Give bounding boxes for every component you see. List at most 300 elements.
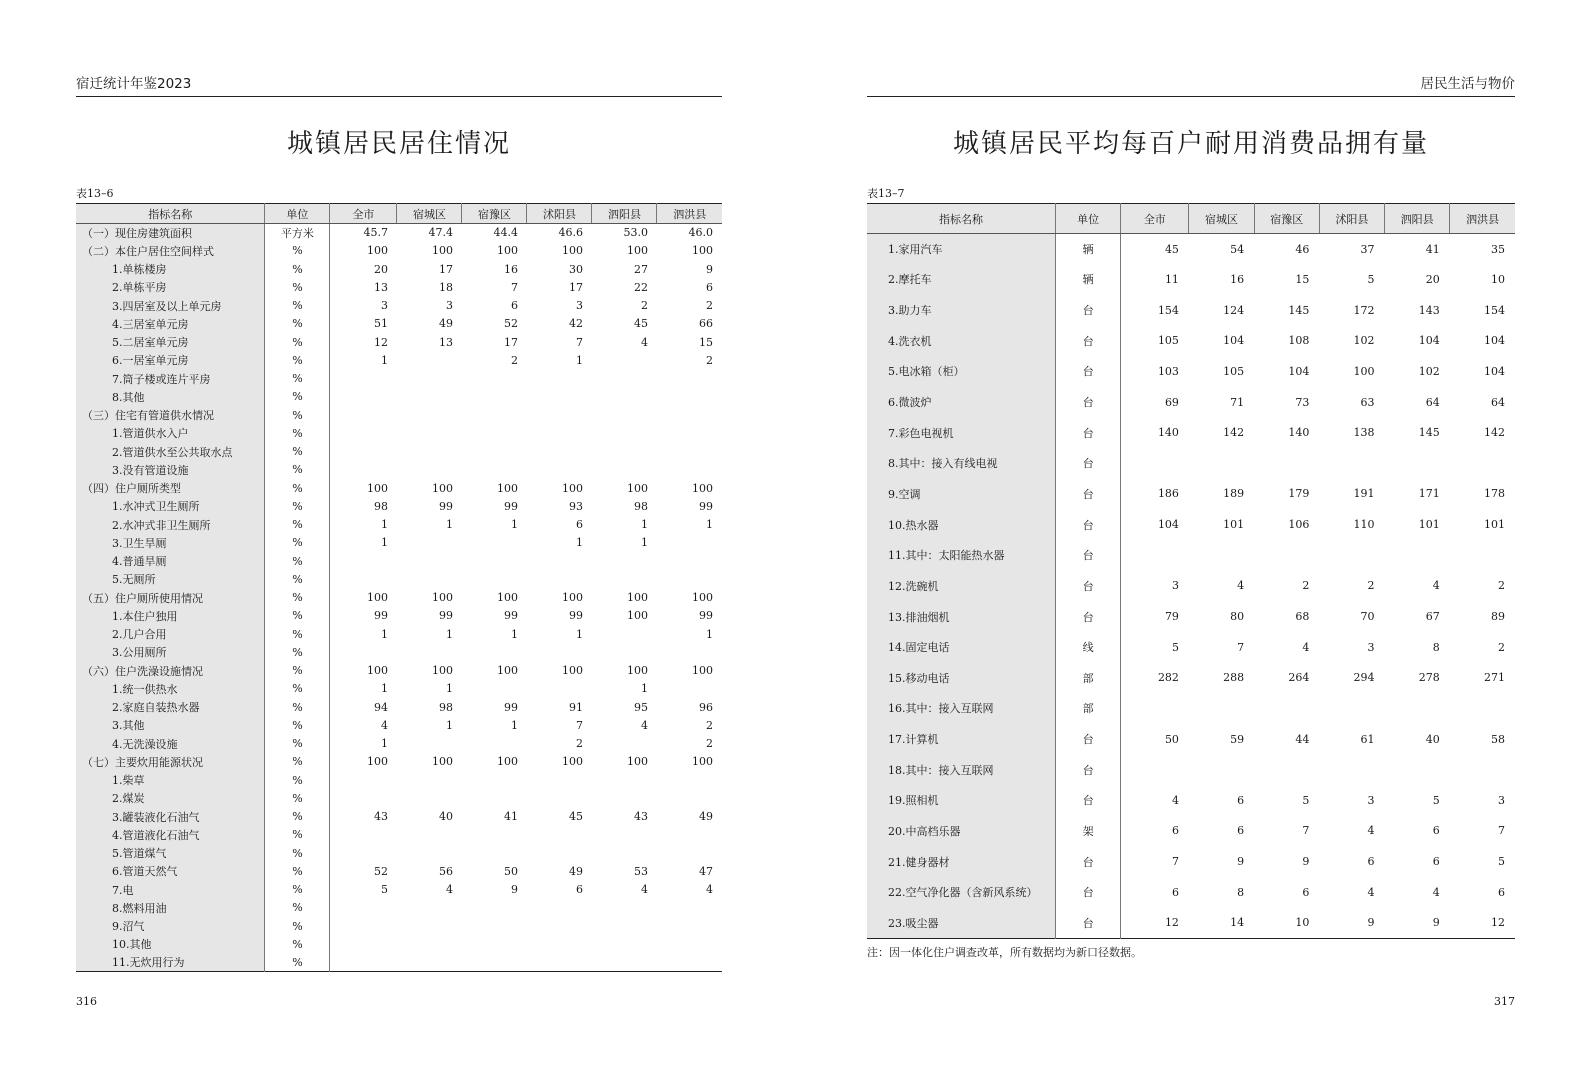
data-cell: [397, 735, 462, 753]
page-title-left: 城镇居民居住情况: [286, 129, 511, 159]
data-cell: 17: [503, 335, 518, 349]
data-cell: 1: [380, 627, 388, 641]
data-cell: 1: [380, 737, 388, 751]
data-cell: [397, 388, 462, 406]
row-label: 4.三居室单元房: [76, 315, 265, 333]
row-unit: %: [265, 917, 330, 935]
data-cell: 100: [431, 755, 453, 769]
row-unit: %: [265, 589, 330, 607]
data-cell: [657, 954, 722, 972]
data-cell: 56: [438, 864, 453, 878]
table-row: [76, 388, 722, 406]
row-label: 11.其中：太阳能热水器: [867, 540, 1055, 571]
row-label: 18.其中：接入互联网: [867, 754, 1055, 785]
data-cell: [1319, 754, 1384, 785]
column-header: 沭阳县: [1319, 204, 1384, 234]
column-header: 单位: [265, 204, 330, 224]
data-cell: [330, 370, 397, 388]
row-label: 4.无洗澡设施: [76, 735, 265, 753]
data-cell: 99: [438, 499, 453, 513]
data-cell: 100: [1353, 364, 1375, 378]
data-cell: [462, 935, 527, 953]
table-row: [76, 698, 722, 716]
row-label: 4.管道液化石油气: [76, 826, 265, 844]
table-row: [867, 479, 1515, 510]
data-cell: 79: [1164, 610, 1179, 623]
data-cell: 7: [1302, 824, 1310, 838]
row-label: 2.煤炭: [76, 789, 265, 807]
row-label: 1.单栋楼房: [76, 260, 265, 278]
data-cell: 100: [692, 481, 713, 495]
data-cell: [592, 844, 657, 862]
data-cell: [462, 552, 527, 570]
data-cell: 110: [1353, 518, 1375, 532]
data-cell: 101: [1223, 518, 1245, 532]
data-cell: [1385, 448, 1450, 479]
data-cell: 47: [699, 864, 713, 878]
column-header: 宿城区: [1189, 204, 1254, 234]
data-cell: 40: [1425, 732, 1440, 746]
row-label: 12.洗碗机: [867, 571, 1055, 602]
data-cell: [330, 771, 397, 789]
data-cell: 40: [438, 810, 453, 824]
data-cell: 1: [380, 518, 388, 532]
data-cell: 100: [431, 481, 453, 495]
row-label: 16.其中：接入互联网: [867, 693, 1055, 724]
data-cell: [462, 954, 527, 972]
data-cell: 100: [626, 664, 648, 678]
data-cell: [330, 954, 397, 972]
data-cell: 98: [438, 700, 453, 714]
data-cell: 278: [1418, 671, 1440, 685]
table-row: [867, 632, 1515, 663]
row-label: 6.微波炉: [867, 387, 1055, 418]
data-cell: 1: [510, 518, 518, 532]
row-unit: 台: [1055, 448, 1120, 479]
data-cell: [397, 935, 462, 953]
data-cell: 64: [1491, 395, 1505, 409]
data-cell: [1254, 448, 1319, 479]
data-cell: [527, 370, 592, 388]
row-label: 5.电冰箱（柜）: [867, 356, 1055, 387]
data-cell: 9: [510, 883, 518, 897]
row-label: 5.管道煤气: [76, 844, 265, 862]
data-cell: 99: [568, 609, 583, 623]
row-unit: %: [265, 698, 330, 716]
data-cell: 3: [575, 299, 583, 313]
data-cell: [330, 844, 397, 862]
column-header: 全市: [330, 204, 397, 224]
data-cell: [592, 899, 657, 917]
data-cell: 6: [510, 299, 518, 313]
page-title-right: 城镇居民平均每百户耐用消费品拥有量: [952, 129, 1429, 159]
data-cell: [1189, 693, 1254, 724]
data-cell: 100: [561, 244, 583, 258]
data-cell: 145: [1418, 426, 1440, 440]
data-cell: 103: [1157, 364, 1179, 378]
data-cell: 1: [640, 682, 648, 696]
row-unit: %: [265, 388, 330, 406]
data-cell: [330, 406, 397, 424]
data-cell: [397, 917, 462, 935]
data-cell: 100: [626, 244, 648, 258]
data-cell: 13: [438, 335, 453, 349]
row-unit: %: [265, 862, 330, 880]
row-unit: %: [265, 643, 330, 661]
table-row: [76, 351, 722, 369]
data-cell: [527, 789, 592, 807]
data-cell: 100: [496, 664, 518, 678]
data-cell: 41: [503, 810, 518, 824]
row-unit: %: [265, 315, 330, 333]
table-row: [76, 224, 722, 242]
table-row: [76, 424, 722, 442]
data-cell: 100: [561, 591, 583, 605]
table-row: [867, 234, 1515, 265]
data-cell: 43: [633, 810, 648, 824]
data-cell: 104: [1484, 334, 1505, 348]
table-row: [76, 589, 722, 607]
left-page: [0, 0, 793, 1077]
data-cell: 99: [503, 609, 518, 623]
data-cell: 89: [1491, 610, 1505, 623]
data-cell: 2: [1498, 579, 1505, 593]
data-cell: [592, 954, 657, 972]
data-cell: [592, 935, 657, 953]
data-cell: 5: [1302, 793, 1310, 807]
table-row: [76, 461, 722, 479]
data-cell: 2: [640, 299, 648, 313]
data-cell: [592, 370, 657, 388]
data-cell: 1: [575, 536, 583, 550]
table-row: [76, 534, 722, 552]
data-cell: [397, 899, 462, 917]
data-cell: 27: [633, 262, 648, 276]
row-unit: 台: [1055, 724, 1120, 755]
row-unit: %: [265, 406, 330, 424]
row-label: 8.燃料用油: [76, 899, 265, 917]
row-label: 13.排油烟机: [867, 601, 1055, 632]
data-cell: 100: [692, 591, 713, 605]
data-cell: 69: [1164, 395, 1179, 409]
data-cell: 1: [706, 518, 713, 532]
data-cell: 2: [575, 737, 583, 751]
data-cell: 1: [445, 718, 453, 732]
data-cell: [657, 643, 722, 661]
row-label: 3.卫生旱厕: [76, 534, 265, 552]
row-label: （一）现住房建筑面积: [76, 224, 265, 242]
data-cell: 13: [373, 280, 388, 294]
data-cell: 6: [1237, 824, 1245, 838]
data-cell: 42: [568, 317, 583, 331]
data-cell: [527, 844, 592, 862]
data-cell: [592, 443, 657, 461]
data-cell: 145: [1288, 303, 1310, 317]
data-cell: 104: [1223, 334, 1245, 348]
table-row: [76, 370, 722, 388]
data-cell: [397, 443, 462, 461]
row-unit: %: [265, 607, 330, 625]
data-cell: 143: [1418, 303, 1440, 317]
data-cell: 6: [1171, 885, 1179, 899]
data-cell: 186: [1157, 487, 1179, 501]
data-cell: 64: [1425, 395, 1440, 409]
data-cell: 288: [1223, 671, 1245, 685]
row-label: 22.空气净化器（含新风系统）: [867, 877, 1055, 908]
data-cell: [657, 570, 722, 588]
data-cell: [462, 370, 527, 388]
data-cell: [592, 388, 657, 406]
data-cell: 100: [496, 591, 518, 605]
data-cell: [330, 443, 397, 461]
table-row: [76, 899, 722, 917]
row-unit: %: [265, 424, 330, 442]
data-cell: [657, 370, 722, 388]
row-unit: 台: [1055, 295, 1120, 326]
column-header: 单位: [1055, 204, 1120, 234]
data-cell: [330, 552, 397, 570]
table-row: [867, 387, 1515, 418]
data-cell: [657, 789, 722, 807]
row-label: （六）住户洗澡设施情况: [76, 662, 265, 680]
data-cell: 46.6: [558, 226, 583, 240]
data-cell: 52: [373, 864, 388, 878]
data-cell: [657, 424, 722, 442]
data-cell: 101: [1484, 518, 1505, 532]
data-cell: 100: [366, 244, 388, 258]
table-row: [76, 406, 722, 424]
data-cell: 4: [1432, 885, 1440, 899]
data-cell: 7: [575, 718, 583, 732]
data-cell: 102: [1418, 364, 1440, 378]
data-cell: 10: [1491, 272, 1505, 286]
data-cell: 100: [366, 755, 388, 769]
data-cell: [592, 643, 657, 661]
data-cell: 172: [1353, 303, 1375, 317]
data-cell: 18: [438, 280, 453, 294]
row-label: （四）住户厕所类型: [76, 479, 265, 497]
data-cell: [462, 424, 527, 442]
data-cell: 5: [1498, 855, 1505, 869]
data-cell: 6: [575, 883, 583, 897]
data-cell: [527, 917, 592, 935]
table-row: [76, 826, 722, 844]
data-cell: 4: [1432, 579, 1440, 593]
data-cell: 106: [1288, 518, 1310, 532]
data-cell: 6: [1302, 885, 1310, 899]
data-cell: 100: [366, 481, 388, 495]
table-row: [867, 571, 1515, 602]
data-cell: 51: [373, 317, 388, 331]
data-cell: 142: [1223, 426, 1245, 440]
data-cell: 1: [510, 718, 518, 732]
data-cell: 98: [633, 499, 648, 513]
row-unit: %: [265, 735, 330, 753]
table-row: [867, 417, 1515, 448]
data-cell: [462, 406, 527, 424]
data-cell: 102: [1353, 334, 1375, 348]
data-cell: [1254, 693, 1319, 724]
table-row: [867, 908, 1515, 939]
row-label: （三）住宅有管道供水情况: [76, 406, 265, 424]
data-cell: 53.0: [623, 226, 648, 240]
data-cell: [592, 570, 657, 588]
data-cell: 104: [1484, 364, 1505, 378]
row-unit: %: [265, 242, 330, 260]
data-cell: 10: [1295, 916, 1310, 930]
data-cell: 100: [431, 591, 453, 605]
data-cell: [1121, 693, 1189, 724]
data-cell: [462, 899, 527, 917]
data-cell: 104: [1157, 518, 1179, 532]
data-cell: 67: [1425, 610, 1440, 623]
row-unit: %: [265, 552, 330, 570]
data-cell: [592, 917, 657, 935]
data-cell: 46.0: [688, 226, 713, 240]
data-cell: 105: [1223, 364, 1245, 378]
data-cell: 94: [373, 700, 388, 714]
table-row: [76, 260, 722, 278]
data-cell: 7: [1498, 824, 1505, 838]
data-cell: 6: [1432, 855, 1440, 869]
data-cell: 44: [1295, 732, 1310, 746]
row-unit: %: [265, 789, 330, 807]
row-label: 4.洗衣机: [867, 325, 1055, 356]
data-cell: [330, 935, 397, 953]
column-header: 沭阳县: [527, 204, 592, 224]
data-cell: 100: [692, 664, 713, 678]
row-unit: %: [265, 260, 330, 278]
data-cell: 96: [699, 700, 713, 714]
row-unit: 台: [1055, 479, 1120, 510]
row-unit: 台: [1055, 785, 1120, 816]
row-unit: %: [265, 461, 330, 479]
row-label: 3.助力车: [867, 295, 1055, 326]
page-number-left: 316: [76, 995, 97, 1008]
data-cell: 4: [706, 883, 713, 897]
data-cell: [462, 917, 527, 935]
table-row: [76, 844, 722, 862]
data-cell: [330, 789, 397, 807]
table-row: [76, 935, 722, 953]
table-row: [76, 297, 722, 315]
data-cell: 4: [1367, 885, 1375, 899]
data-cell: [592, 461, 657, 479]
table-note: 注：因一体化住户调查改革，所有数据均为新口径数据。: [867, 946, 1142, 959]
row-label: 10.热水器: [867, 509, 1055, 540]
data-cell: 53: [633, 864, 648, 878]
data-cell: 3: [1171, 579, 1179, 593]
data-cell: 104: [1418, 334, 1440, 348]
row-label: 10.其他: [76, 935, 265, 953]
row-label: 5.无厕所: [76, 570, 265, 588]
row-unit: %: [265, 625, 330, 643]
data-cell: 4: [1171, 793, 1179, 807]
table-row: [867, 724, 1515, 755]
row-label: 4.普通旱厕: [76, 552, 265, 570]
row-label: 3.公用厕所: [76, 643, 265, 661]
data-cell: 6: [706, 280, 713, 294]
data-cell: 100: [561, 481, 583, 495]
data-cell: [657, 461, 722, 479]
row-label: 9.沼气: [76, 917, 265, 935]
row-unit: 部: [1055, 693, 1120, 724]
row-unit: %: [265, 954, 330, 972]
data-cell: 71: [1230, 395, 1245, 409]
data-cell: [657, 406, 722, 424]
row-label: （五）住户厕所使用情况: [76, 589, 265, 607]
column-header: 指标名称: [867, 204, 1055, 234]
data-cell: 1: [380, 536, 388, 550]
data-cell: [527, 406, 592, 424]
data-cell: [657, 826, 722, 844]
row-unit: %: [265, 808, 330, 826]
data-cell: [462, 570, 527, 588]
table-row: [76, 443, 722, 461]
data-cell: 15: [1295, 272, 1310, 286]
table-row: [76, 479, 722, 497]
data-cell: 66: [699, 317, 713, 331]
data-cell: [1189, 448, 1254, 479]
data-cell: 4: [380, 718, 388, 732]
data-cell: 30: [568, 262, 583, 276]
row-unit: %: [265, 826, 330, 844]
data-cell: [397, 771, 462, 789]
row-label: 20.中高档乐器: [867, 816, 1055, 847]
data-cell: 3: [380, 299, 388, 313]
data-cell: [1121, 540, 1189, 571]
row-unit: %: [265, 680, 330, 698]
row-label: 6.管道天然气: [76, 862, 265, 880]
data-cell: 100: [692, 244, 713, 258]
data-cell: 99: [503, 700, 518, 714]
data-cell: [657, 899, 722, 917]
row-label: 17.计算机: [867, 724, 1055, 755]
table-code-right: 表13–7: [867, 187, 905, 200]
data-cell: 45: [1164, 242, 1179, 256]
table-row: [76, 771, 722, 789]
row-unit: 部: [1055, 662, 1120, 693]
data-cell: [1254, 754, 1319, 785]
table-row: [76, 625, 722, 643]
data-cell: [1450, 448, 1515, 479]
data-cell: [330, 388, 397, 406]
table-row: [76, 570, 722, 588]
data-cell: [1450, 540, 1515, 571]
data-cell: 2: [510, 353, 518, 367]
data-cell: [330, 899, 397, 917]
data-cell: 1: [640, 518, 648, 532]
table-row: [76, 862, 722, 880]
data-cell: 43: [373, 810, 388, 824]
data-cell: 61: [1360, 732, 1375, 746]
data-cell: 100: [626, 755, 648, 769]
row-unit: %: [265, 443, 330, 461]
data-cell: 45: [568, 810, 583, 824]
table-row: [867, 877, 1515, 908]
data-cell: 58: [1491, 732, 1505, 746]
data-cell: 100: [496, 755, 518, 769]
data-cell: 35: [1491, 242, 1505, 256]
data-cell: 2: [706, 718, 713, 732]
data-cell: 7: [575, 335, 583, 349]
data-cell: 93: [568, 499, 583, 513]
row-unit: %: [265, 570, 330, 588]
data-cell: [657, 443, 722, 461]
row-label: 3.其他: [76, 716, 265, 734]
data-cell: 6: [575, 518, 583, 532]
column-header: 宿豫区: [462, 204, 527, 224]
